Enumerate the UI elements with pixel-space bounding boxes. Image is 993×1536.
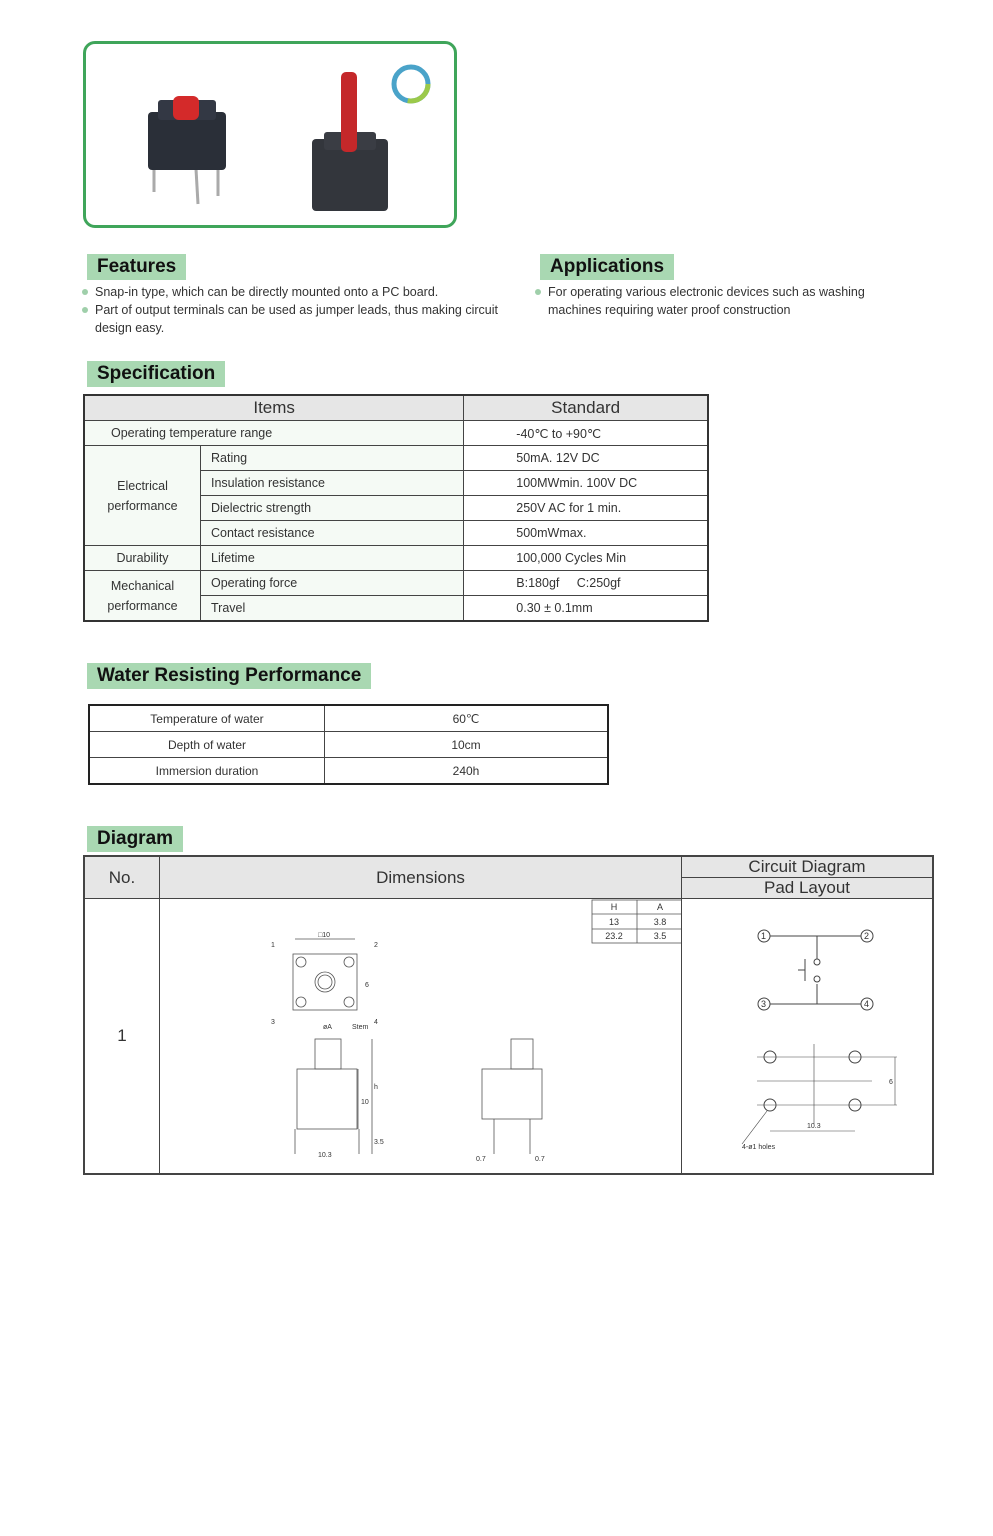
spec-item: Rating (201, 446, 464, 471)
spec-item: Travel (201, 596, 464, 622)
ha-cell: 13 (608, 917, 620, 927)
specification-table (83, 394, 709, 622)
table-row (84, 571, 708, 596)
water-value: 240h (325, 758, 609, 785)
circuit-diagram (758, 930, 873, 1010)
items-header: Items (84, 395, 464, 421)
spec-group: Mechanical performance (84, 571, 201, 622)
dim-label: Stem (352, 1024, 369, 1031)
dimensions-drawing-cell (160, 899, 682, 1175)
spec-value: 50mA. 12V DC (464, 446, 708, 471)
applications-heading: Applications (540, 254, 674, 280)
dimensions-drawing (160, 899, 681, 1170)
dim-label: 10.3 (318, 1152, 332, 1159)
spec-value: 500mWmax. (464, 521, 708, 546)
spec-value: B:180gf C:250gf (464, 571, 708, 596)
diagram-heading: Diagram (87, 826, 183, 852)
water-label: Immersion duration (89, 758, 325, 785)
dim-label: 6 (365, 982, 369, 989)
front-view-drawing (476, 1039, 545, 1163)
standard-header: Standard (464, 395, 708, 421)
dim-label: 2 (374, 942, 378, 949)
dim-label: øA (323, 1024, 332, 1031)
dim-label: 3 (271, 1019, 275, 1026)
circuit-header: Circuit Diagram (682, 856, 934, 878)
table-row (89, 758, 608, 785)
spec-item: Dielectric strength (201, 496, 464, 521)
pin-label: 2 (864, 931, 870, 941)
dim-label: 0.7 (535, 1156, 545, 1163)
pad-label: 6 (889, 1079, 893, 1086)
spec-value: 100MWmin. 100V DC (464, 471, 708, 496)
applications-list (535, 283, 895, 319)
spec-group: Durability (84, 546, 201, 571)
dim-label: 0.7 (476, 1156, 486, 1163)
pad-label: 4-ø1 holes (742, 1144, 776, 1151)
table-row (89, 732, 608, 758)
feature-item: Snap-in type, which can be directly mounted onto a PC board. (82, 283, 527, 301)
spec-item: Insulation resistance (201, 471, 464, 496)
product-photo (86, 44, 454, 225)
application-item: For operating various electronic devices such as washing machines requiring water proof construction (535, 283, 895, 319)
diagram-table (83, 855, 934, 1175)
spec-value: 100,000 Cycles Min (464, 546, 708, 571)
water-heading: Water Resisting Performance (87, 663, 371, 689)
features-list (82, 283, 527, 337)
pin-label: 3 (761, 999, 767, 1009)
ha-cell: 3.8 (653, 917, 667, 927)
water-table (88, 704, 609, 785)
pad-layout (742, 1044, 897, 1151)
row-number: 1 (84, 899, 160, 1175)
spec-value: 0.30 ± 0.1mm (464, 596, 708, 622)
pad-header: Pad Layout (682, 878, 934, 899)
dim-label: 4 (374, 1019, 378, 1026)
ha-cell: H (610, 902, 618, 912)
product-photo-box (83, 41, 457, 228)
waterproof-logo-icon (394, 67, 428, 101)
spec-value: 250V AC for 1 min. (464, 496, 708, 521)
water-value: 10cm (325, 732, 609, 758)
spec-item: Operating force (201, 571, 464, 596)
water-label: Temperature of water (89, 705, 325, 732)
top-view-drawing (271, 932, 378, 1026)
ha-table (592, 900, 681, 943)
dimensions-header: Dimensions (160, 856, 682, 899)
no-header: No. (84, 856, 160, 899)
side-view-drawing (295, 1024, 384, 1159)
pin-label: 1 (761, 931, 767, 941)
dim-label: 3.5 (374, 1139, 384, 1146)
spec-item: Contact resistance (201, 521, 464, 546)
pin-label: 4 (864, 999, 870, 1009)
pad-label: 10.3 (807, 1123, 821, 1130)
spec-group: Electrical performance (84, 446, 201, 546)
spec-item: Lifetime (201, 546, 464, 571)
water-value: 60℃ (325, 705, 609, 732)
ha-cell: A (656, 902, 664, 912)
ha-cell: 3.5 (653, 931, 667, 941)
circuit-pad-cell (682, 899, 934, 1175)
spec-item: Operating temperature range (84, 421, 464, 446)
short-button-switch (148, 96, 226, 204)
specification-heading: Specification (87, 361, 225, 387)
table-row (84, 546, 708, 571)
table-row (84, 446, 708, 471)
table-row (89, 705, 608, 732)
ha-cell: 23.2 (605, 931, 623, 941)
dim-label: h (374, 1084, 378, 1091)
dim-label: 10 (361, 1099, 369, 1106)
features-heading: Features (87, 254, 186, 280)
feature-item: Part of output terminals can be used as jumper leads, thus making circuit design easy. (82, 301, 527, 337)
circuit-pad-drawing (682, 899, 932, 1170)
water-label: Depth of water (89, 732, 325, 758)
dim-label: 1 (271, 942, 275, 949)
long-button-switch (312, 72, 388, 211)
dim-label: □10 (318, 932, 331, 939)
table-row (84, 421, 708, 446)
spec-value: -40℃ to +90℃ (464, 421, 708, 446)
